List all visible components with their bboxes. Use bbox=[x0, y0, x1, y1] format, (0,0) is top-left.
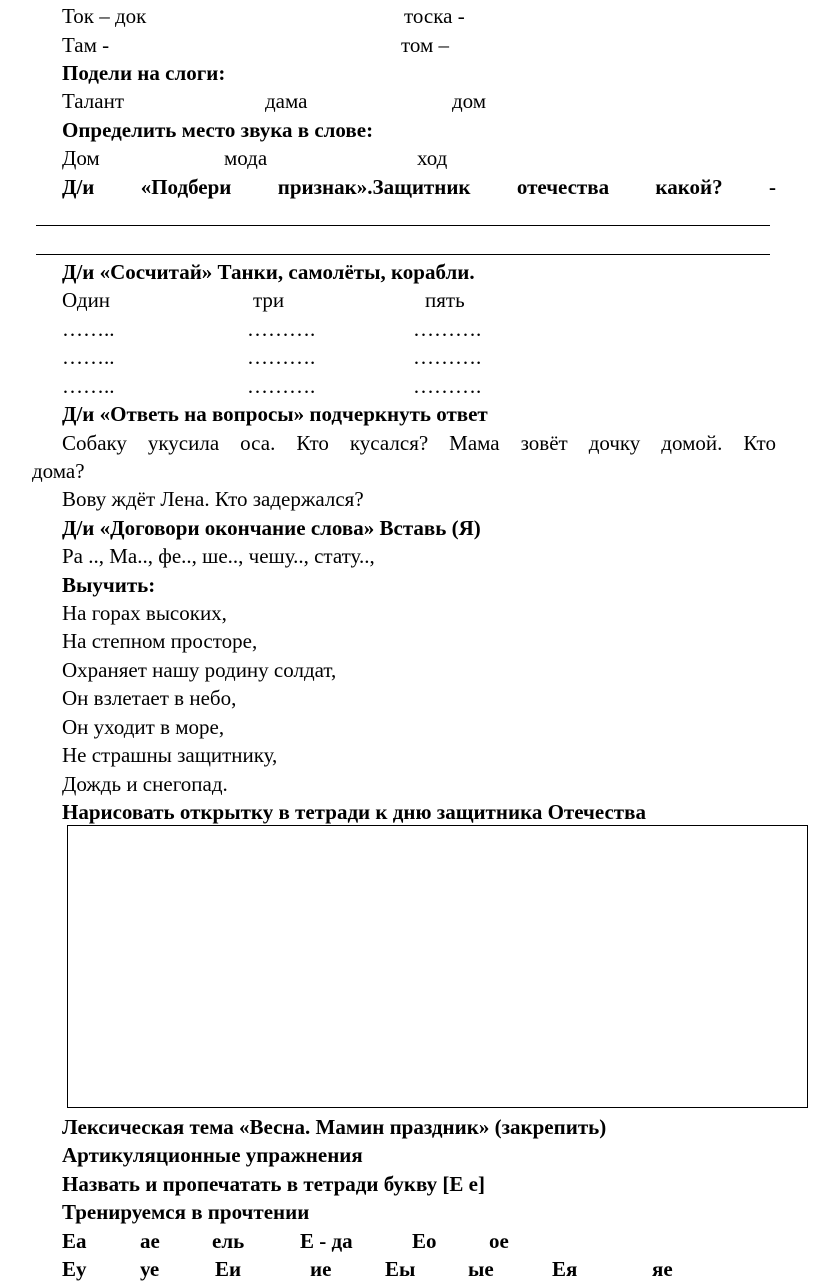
pair-word-tom: том – bbox=[401, 33, 450, 57]
feature-game-word: - bbox=[768, 175, 776, 199]
count-blank: ………. bbox=[247, 317, 316, 341]
count-blank: ………. bbox=[247, 374, 316, 398]
question-word: Собаку bbox=[62, 431, 127, 455]
pair-word-tam: Там - bbox=[62, 33, 110, 57]
syllable-word: Талант bbox=[62, 89, 125, 113]
syllable-cell: Еи bbox=[215, 1257, 242, 1281]
question-word: Мама bbox=[449, 431, 500, 455]
feature-game-word: «Подбери bbox=[140, 175, 232, 199]
count-game-heading: Д/и «Сосчитай» Танки, самолёты, корабли. bbox=[62, 260, 475, 284]
syllable-cell: Еу bbox=[62, 1257, 87, 1281]
count-column-label: пять bbox=[425, 288, 465, 312]
count-blank: …….. bbox=[62, 345, 115, 369]
poem-line: Дождь и снегопад. bbox=[62, 772, 228, 796]
feature-game-word: какой? bbox=[655, 175, 723, 199]
syllable-cell: яе bbox=[652, 1257, 673, 1281]
question-word: Кто bbox=[743, 431, 776, 455]
question-word: домой. bbox=[661, 431, 723, 455]
answer-line bbox=[36, 254, 770, 255]
syllable-cell: Ео bbox=[412, 1229, 437, 1253]
sound-word: мода bbox=[224, 146, 268, 170]
count-blank: …….. bbox=[62, 317, 115, 341]
pair-word-toska: тоска - bbox=[404, 4, 465, 28]
poem-heading: Выучить: bbox=[62, 573, 156, 597]
answer-line bbox=[36, 225, 770, 226]
poem-line: Не страшны защитнику, bbox=[62, 743, 278, 767]
feature-game-word: отечества bbox=[516, 175, 610, 199]
syllable-cell: Еы bbox=[385, 1257, 416, 1281]
poem-line: Охраняет нашу родину солдат, bbox=[62, 658, 337, 682]
count-blank: ………. bbox=[413, 345, 482, 369]
feature-game-word: Д/и bbox=[62, 175, 95, 199]
questions-line-3: Вову ждёт Лена. Кто задержался? bbox=[62, 487, 364, 511]
question-word: дочку bbox=[588, 431, 641, 455]
count-blank: ………. bbox=[413, 317, 482, 341]
poem-line: Он взлетает в небо, bbox=[62, 686, 237, 710]
count-blank: ………. bbox=[247, 345, 316, 369]
syllable-word: дама bbox=[265, 89, 308, 113]
count-column-label: три bbox=[253, 288, 285, 312]
count-blank: …….. bbox=[62, 374, 115, 398]
letter-heading: Назвать и пропечатать в тетради букву [Е е] bbox=[62, 1172, 485, 1196]
question-word: зовёт bbox=[520, 431, 568, 455]
drawing-heading: Нарисовать открытку в тетради к дню защитника Отечества bbox=[62, 800, 646, 824]
syllable-cell: Е - да bbox=[300, 1229, 353, 1253]
count-blank: ………. bbox=[413, 374, 482, 398]
drawing-box bbox=[67, 825, 808, 1108]
syllable-cell: ае bbox=[140, 1229, 160, 1253]
questions-line-2: дома? bbox=[32, 459, 85, 483]
endings-text: Ра .., Ма.., фе.., ше.., чешу.., стату.., bbox=[62, 544, 375, 568]
sound-heading: Определить место звука в слове: bbox=[62, 118, 374, 142]
endings-heading: Д/и «Договори окончание слова» Вставь (Я) bbox=[62, 516, 481, 540]
syllable-cell: уе bbox=[140, 1257, 160, 1281]
sound-word: Дом bbox=[62, 146, 100, 170]
poem-line: На горах высоких, bbox=[62, 601, 227, 625]
syllable-cell: ие bbox=[310, 1257, 332, 1281]
reading-heading: Тренируемся в прочтении bbox=[62, 1200, 310, 1224]
count-column-label: Один bbox=[62, 288, 111, 312]
syllable-cell: ые bbox=[468, 1257, 494, 1281]
syllable-word: дом bbox=[452, 89, 487, 113]
spring-topic: Лексическая тема «Весна. Мамин праздник» (закрепить) bbox=[62, 1115, 607, 1139]
pair-word-tok: Ток – док bbox=[62, 4, 147, 28]
feature-game-line bbox=[62, 173, 776, 201]
feature-game-word: признак».Защитник bbox=[277, 175, 471, 199]
syllables-heading: Подели на слоги: bbox=[62, 61, 226, 85]
sound-word: ход bbox=[417, 146, 448, 170]
questions-heading: Д/и «Ответь на вопросы» подчеркнуть ответ bbox=[62, 402, 488, 426]
question-word: кусался? bbox=[349, 431, 429, 455]
syllable-cell: ое bbox=[489, 1229, 509, 1253]
poem-line: На степном просторе, bbox=[62, 629, 258, 653]
syllable-cell: Еа bbox=[62, 1229, 87, 1253]
poem-line: Он уходит в море, bbox=[62, 715, 225, 739]
articulation-heading: Артикуляционные упражнения bbox=[62, 1143, 363, 1167]
question-word: Кто bbox=[296, 431, 329, 455]
syllable-cell: ель bbox=[212, 1229, 245, 1253]
question-word: оса. bbox=[240, 431, 276, 455]
syllable-cell: Ея bbox=[552, 1257, 578, 1281]
questions-line bbox=[62, 429, 776, 457]
question-word: укусила bbox=[147, 431, 220, 455]
